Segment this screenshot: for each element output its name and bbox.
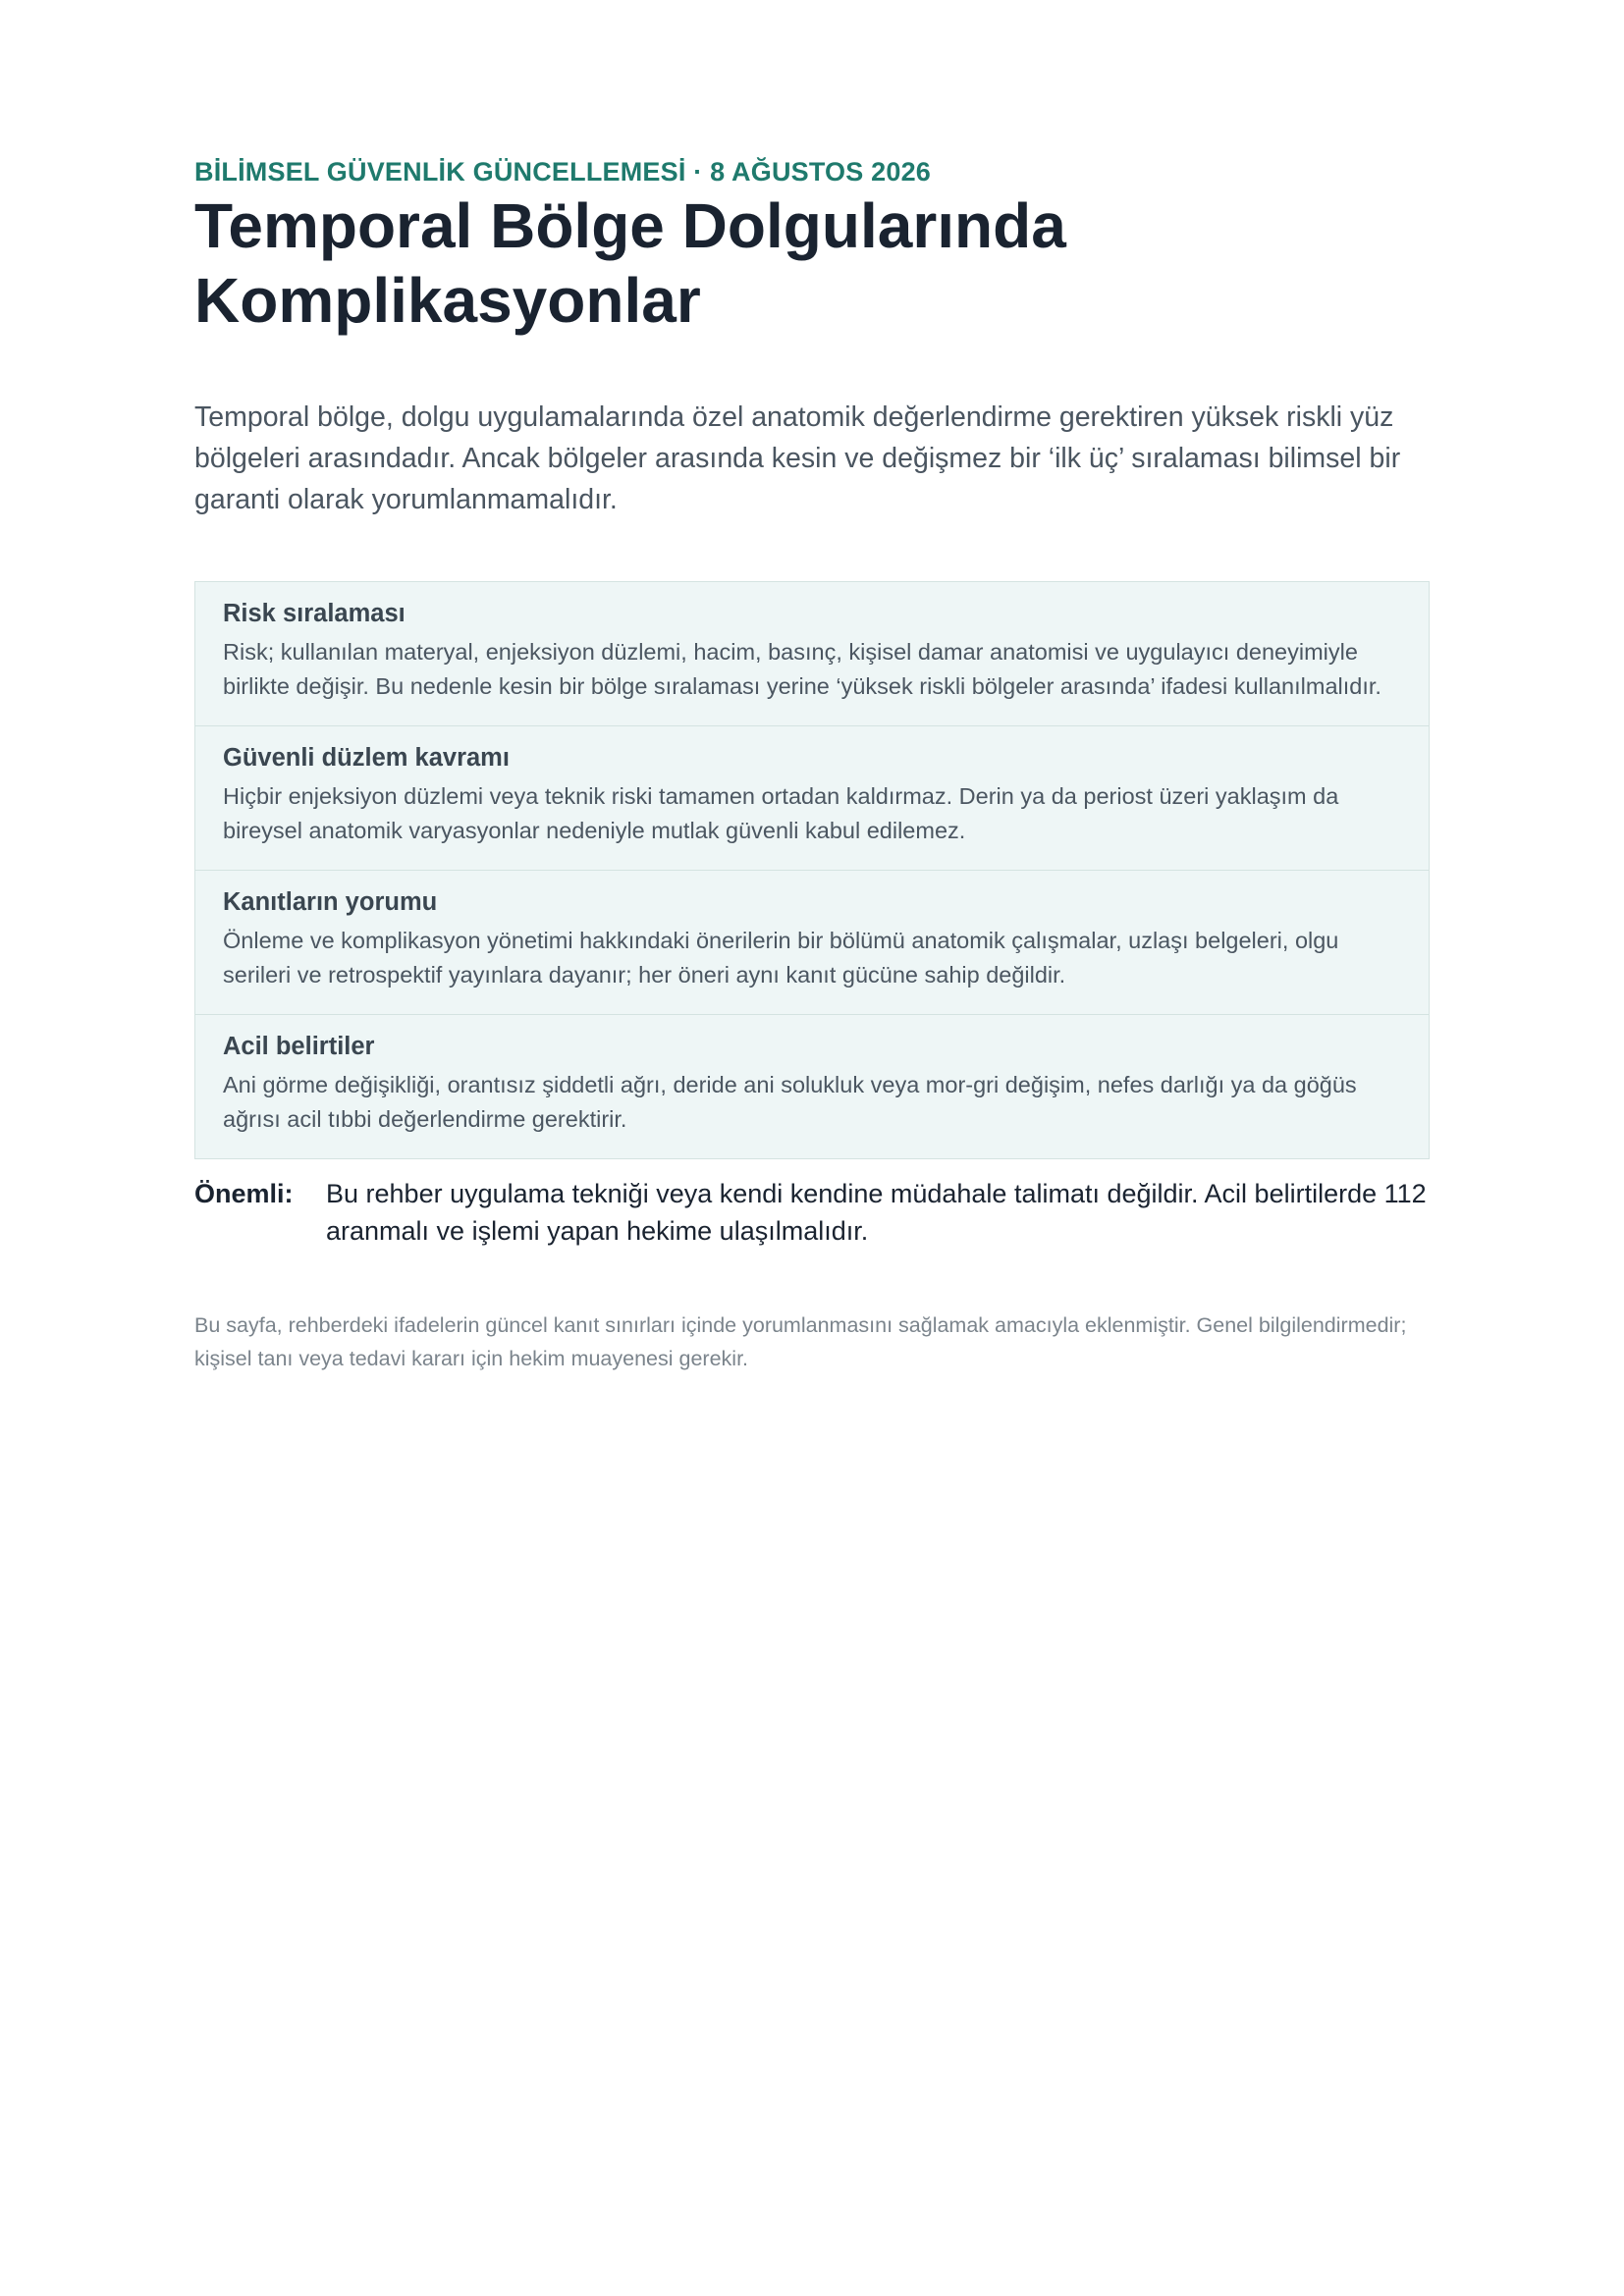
note-body: Risk; kullanılan materyal, enjeksiyon düzlemi, hacim, basınç, kişisel damar anatomisi ve uygulayıcı deneyimiyle birlikte değişir. Bu nedenle kesin bir bölge sıralaması yerine ‘yüksek riskli bölgeler arasında’ ifadesi kullanılmalıdır.: [223, 639, 1381, 699]
lead-paragraph: Temporal bölge, dolgu uygulamalarında özel anatomik değerlendirme gerektiren yüksek riskli yüz bölgeleri arasındadır. Ancak bölgeler arasında kesin ve değişmez bir ‘ilk üç’ sıralaması bilimsel bir garanti olarak yorumlanmamalıdır.: [194, 401, 1401, 515]
note-evidence: [195, 870, 1429, 1014]
note-risk-ranking: [195, 582, 1429, 725]
notes-panel: [194, 581, 1430, 1159]
note-title: Güvenli düzlem kavramı: [223, 744, 510, 772]
note-safe-plane: [195, 725, 1429, 870]
note-body: Ani görme değişikliği, orantısız şiddetli ağrı, deride ani solukluk veya mor-gri değişim, nefes darlığı ya da göğüs ağrısı acil tıbbi değerlendirme gerektirir.: [223, 1072, 1357, 1132]
important-label: Önemli:: [194, 1179, 294, 1208]
note-body: Önleme ve komplikasyon yönetimi hakkındaki önerilerin bir bölümü anatomik çalışmalar, uzlaşı belgeleri, olgu serileri ve retrospektif yayınlara dayanır; her öneri aynı kanıt gücüne sahip değildir.: [223, 928, 1339, 988]
note-body: Hiçbir enjeksiyon düzlemi veya teknik riski tamamen ortadan kaldırmaz. Derin ya da periost üzeri yaklaşım da bireysel anatomik varyasyonlar nedeniyle mutlak güvenli kabul edilemez.: [223, 783, 1339, 843]
document-title: Temporal Bölge Dolgularında Komplikasyonlar: [194, 190, 1066, 336]
footnote: Bu sayfa, rehberdeki ifadelerin güncel kanıt sınırları içinde yorumlanmasını sağlamak amacıyla eklenmiştir. Genel bilgilendirmedir; kişisel tanı veya tedavi kararı için hekim muayenesi gerekir.: [194, 1313, 1407, 1370]
important-notice: [194, 1175, 1430, 1250]
note-emergency-signs: [195, 1014, 1429, 1158]
note-title: Kanıtların yorumu: [223, 888, 438, 916]
note-title: Risk sıralaması: [223, 600, 406, 627]
important-text: Bu rehber uygulama tekniği veya kendi kendine müdahale talimatı değildir. Acil belirtilerde 112 aranmalı ve işlemi yapan hekime ulaşılmalıdır.: [326, 1179, 1427, 1246]
document-kicker: BİLİMSEL GÜVENLİK GÜNCELLEMESİ · 8 AĞUSTOS 2026: [194, 157, 932, 187]
note-title: Acil belirtiler: [223, 1033, 375, 1060]
